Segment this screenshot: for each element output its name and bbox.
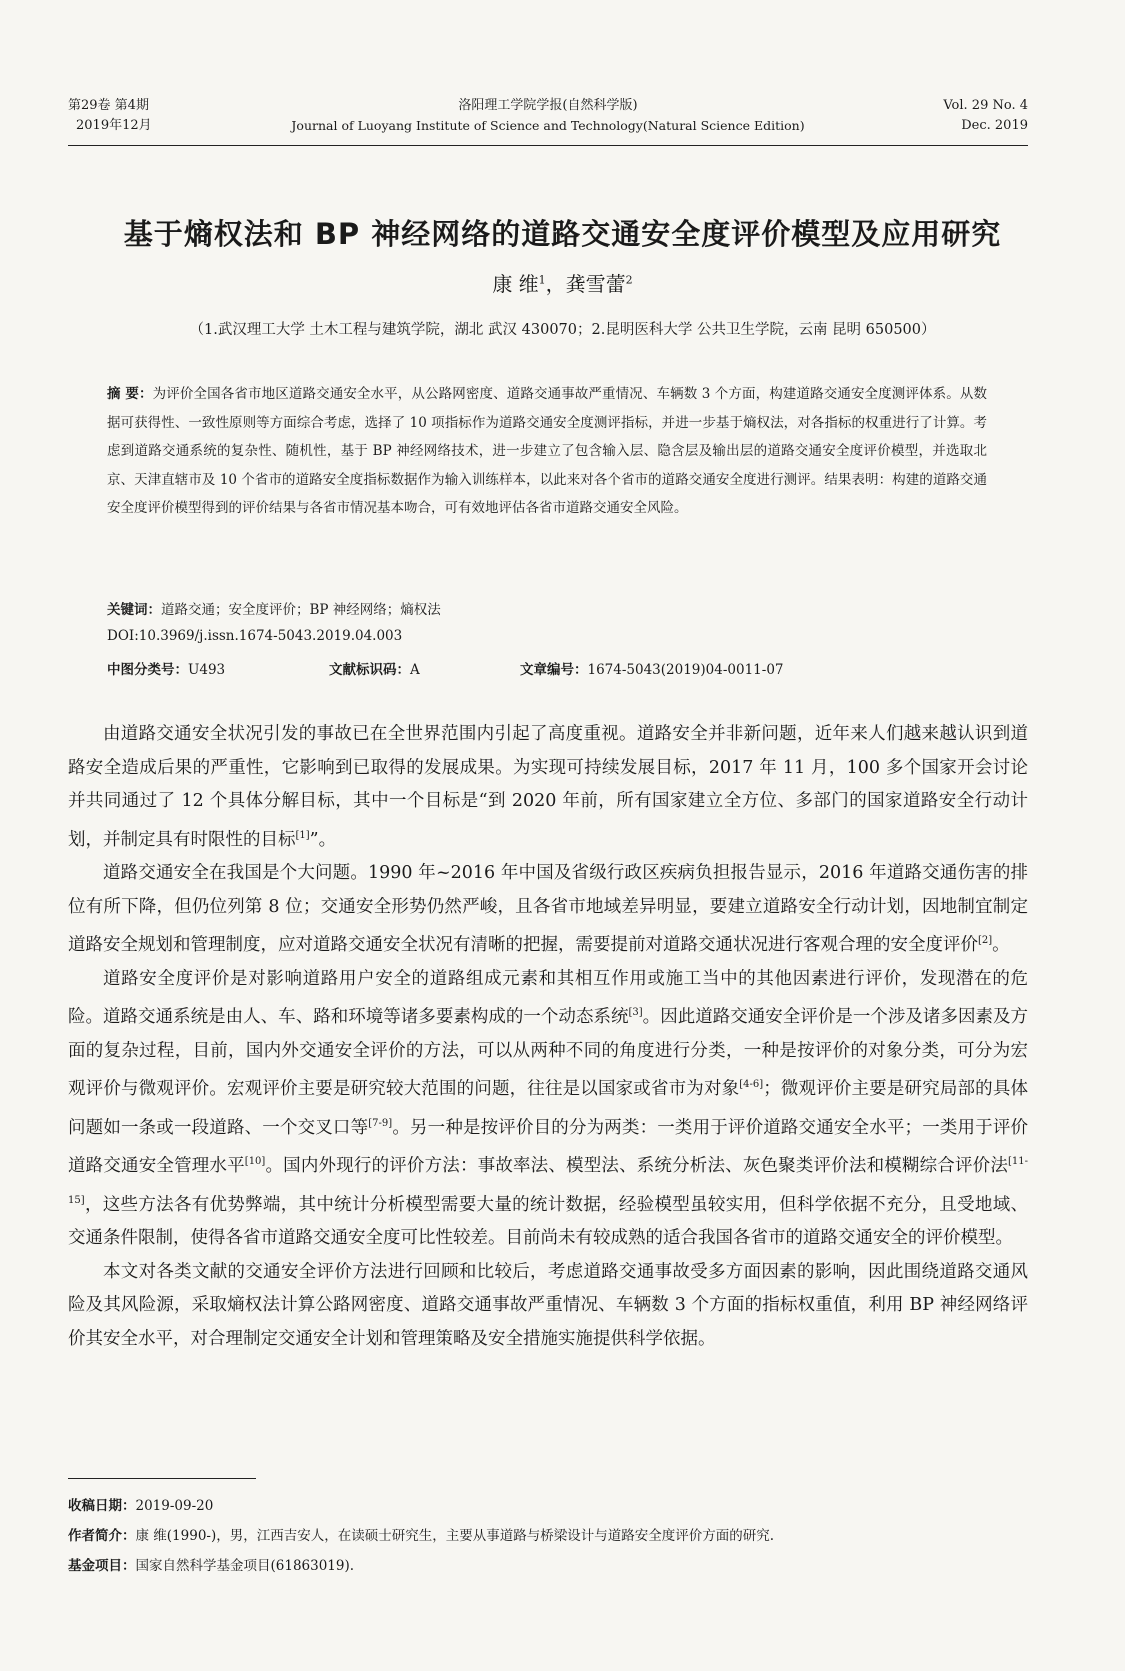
citation: [7-9]	[368, 1117, 393, 1129]
journal-name	[68, 96, 1028, 136]
author-name: 龚雪蕾	[565, 272, 626, 296]
keywords-label: 关键词：	[107, 602, 161, 618]
clc-code	[107, 658, 225, 678]
citation: [11-15]	[68, 1156, 1029, 1206]
paragraph-text: 道路安全度评价是对影响道路用户安全的道路组成元素和其相互作用或施工当中的其他因素进行评价，发现潜在的危险。道路交通系统是由人、车、路和环境等诸多要素构成的一个动态系统	[68, 968, 1028, 1028]
citation: [10]	[244, 1156, 266, 1168]
document-code	[329, 658, 420, 678]
journal-name-en: Journal of Luoyang Institute of Science and Technology(Natural Science Edition)	[291, 118, 805, 133]
paragraph	[68, 1256, 1028, 1357]
issue-date-en: Dec. 2019	[961, 118, 1028, 133]
paragraph-text: 由道路交通安全状况引发的事故已在全世界范围内引起了高度重视。道路安全并非新问题，近年来人们越来越认识到道路安全造成后果的严重性，它影响到已取得的发展成果。为实现可持续发展目标，2017 年 11 月，100 多个国家开会讨论并共同通过了 12 个具体分解目标，其中一个目标是“到 2020 年前，所有国家建立全方位、多部门的国家道路安全行动计划，并制定具有时限性的目标	[68, 724, 1028, 850]
citation: [2]	[978, 935, 993, 947]
article-number-value: 1674-5043(2019)04-0011-07	[587, 662, 784, 678]
author-affil-mark: 2	[625, 273, 633, 287]
funding-value: 国家自然科学基金项目(61863019).	[135, 1558, 355, 1574]
citation: [1]	[295, 829, 310, 841]
citation: [3]	[628, 1007, 643, 1019]
clc-label: 中图分类号：	[107, 662, 188, 678]
affiliation: （1.武汉理工大学 土木工程与建筑学院，湖北 武汉 430070；2.昆明医科大学 公共卫生学院，云南 昆明 650500）	[189, 322, 936, 338]
header-rule	[68, 145, 1028, 146]
paragraph-text: 。另一种是按评价目的分为两类：一类用于评价道路交通安全水平；一类用于评价道路交通安全管理水平	[68, 1117, 1029, 1177]
funding	[68, 1554, 1028, 1574]
volume-issue-en-text: Vol. 29 No. 4	[943, 98, 1028, 113]
paragraph-text: ”。	[309, 829, 337, 850]
author-affil-mark: 1	[538, 273, 546, 287]
funding-label: 基金项目：	[68, 1558, 136, 1574]
footnote-rule	[68, 1478, 256, 1479]
clc-value: U493	[188, 662, 226, 678]
author-bio	[68, 1524, 1028, 1544]
paragraph-text: ，这些方法各有优势弊端，其中统计分析模型需要大量的统计数据，经验模型虽较实用，但科学依据不充分，且受地域、交通条件限制，使得各省市道路交通安全度可比性较差。目前尚未有较成熟的适合我国各省市的道路交通安全的评价模型。	[68, 1194, 1028, 1249]
author-name: 康 维	[492, 272, 539, 296]
abstract-text: 为评价全国各省市地区道路交通安全水平，从公路网密度、道路交通事故严重情况、车辆数 3 个方面，构建道路交通安全度测评体系。从数据可获得性、一致性原则等方面综合考虑，选择了 10 项指标作为道路交通安全度测评指标，并进一步基于熵权法，对各指标的权重进行了计算。考虑到道路交通系统的复杂性、随机性，基于 BP 神经网络技术，进一步建立了包含输入层、隐含层及输出层的道路交通安全度评价模型，并选取北京、天津直辖市及 10 个省市的道路安全度指标数据作为输入训练样本，以此来对各个省市的道路交通安全度进行测评。结果表明：构建的道路交通安全度评价模型得到的评价结果与各省市情况基本吻合，可有效地评估各省市道路交通安全风险。	[107, 386, 987, 516]
keywords	[107, 598, 441, 618]
paragraph-text: ；微观评价主要是研究局部的具体问题如一条或一段道路、一个交叉口等	[68, 1079, 1029, 1138]
received-label: 收稿日期：	[68, 1498, 136, 1514]
abstract	[107, 380, 987, 523]
received-date	[68, 1494, 1028, 1514]
paper-title: 基于熵权法和 BP 神经网络的道路交通安全度评价模型及应用研究	[123, 217, 1002, 251]
volume-issue-text: 第29卷 第4期	[68, 98, 149, 113]
article-number	[520, 658, 784, 678]
paragraph	[68, 857, 1028, 963]
volume-issue-en	[943, 96, 1028, 136]
paragraph-text: 本文对各类文献的交通安全评价方法进行回顾和比较后，考虑道路交通事故受多方面因素的影响，因此围绕道路交通风险及其风险源，采取熵权法计算公路网密度、道路交通事故严重情况、车辆数 3 个方面的指标权重值，利用 BP 神经网络评价其安全水平，对合理制定交通安全计划和管理策略及安全措施实施提供科学依据。	[68, 1261, 1028, 1349]
issue-date-cn: 2019年12月	[76, 118, 152, 133]
citation: [4-6]	[739, 1079, 764, 1091]
keywords-text: 道路交通；安全度评价；BP 神经网络；熵权法	[161, 602, 441, 618]
journal-name-cn: 洛阳理工学院学报(自然科学版)	[458, 98, 638, 113]
author-bio-label: 作者简介：	[68, 1528, 136, 1544]
article-number-label: 文章编号：	[520, 662, 588, 678]
document-code-value: A	[410, 662, 420, 678]
body-text	[68, 718, 1028, 1356]
paragraph	[68, 718, 1028, 857]
document-code-label: 文献标识码：	[329, 662, 410, 678]
author-line	[0, 268, 1125, 297]
author-bio-value: 康 维(1990-)，男，江西吉安人，在读硕士研究生，主要从事道路与桥梁设计与道路安全度评价方面的研究.	[135, 1528, 775, 1544]
doi: DOI:10.3969/j.issn.1674-5043.2019.04.003	[107, 628, 403, 644]
author-separator: ，	[545, 272, 566, 296]
paragraph-text: 。因此道路交通安全评价是一个涉及诸多因素及方面的复杂过程，目前，国内外交通安全评价的方法，可以从两种不同的角度进行分类，一种是按评价的对象分类，可分为宏观评价与微观评价。宏观评价主要是研究较大范围的问题，往往是以国家或省市为对象	[68, 1007, 1029, 1100]
paragraph-text: 。	[992, 935, 1010, 956]
paragraph-text: 。国内外现行的评价方法：事故率法、模型法、系统分析法、灰色聚类评价法和模糊综合评价法	[265, 1156, 1008, 1177]
paragraph-text: 道路交通安全在我国是个大问题。1990 年~2016 年中国及省级行政区疾病负担报告显示，2016 年道路交通伤害的排位有所下降，但仍位列第 8 位；交通安全形势仍然严峻，且各省市地域差异明显，要建立道路安全行动计划，因地制宜制定道路安全规划和管理制度，应对道路交通安全状况有清晰的把握，需要提前对道路交通状况进行客观合理的安全度评价	[68, 863, 1028, 956]
abstract-label: 摘 要：	[107, 386, 153, 402]
paragraph	[68, 963, 1028, 1256]
classification-line	[107, 658, 987, 682]
running-header	[68, 96, 1028, 142]
received-value: 2019-09-20	[135, 1498, 214, 1514]
